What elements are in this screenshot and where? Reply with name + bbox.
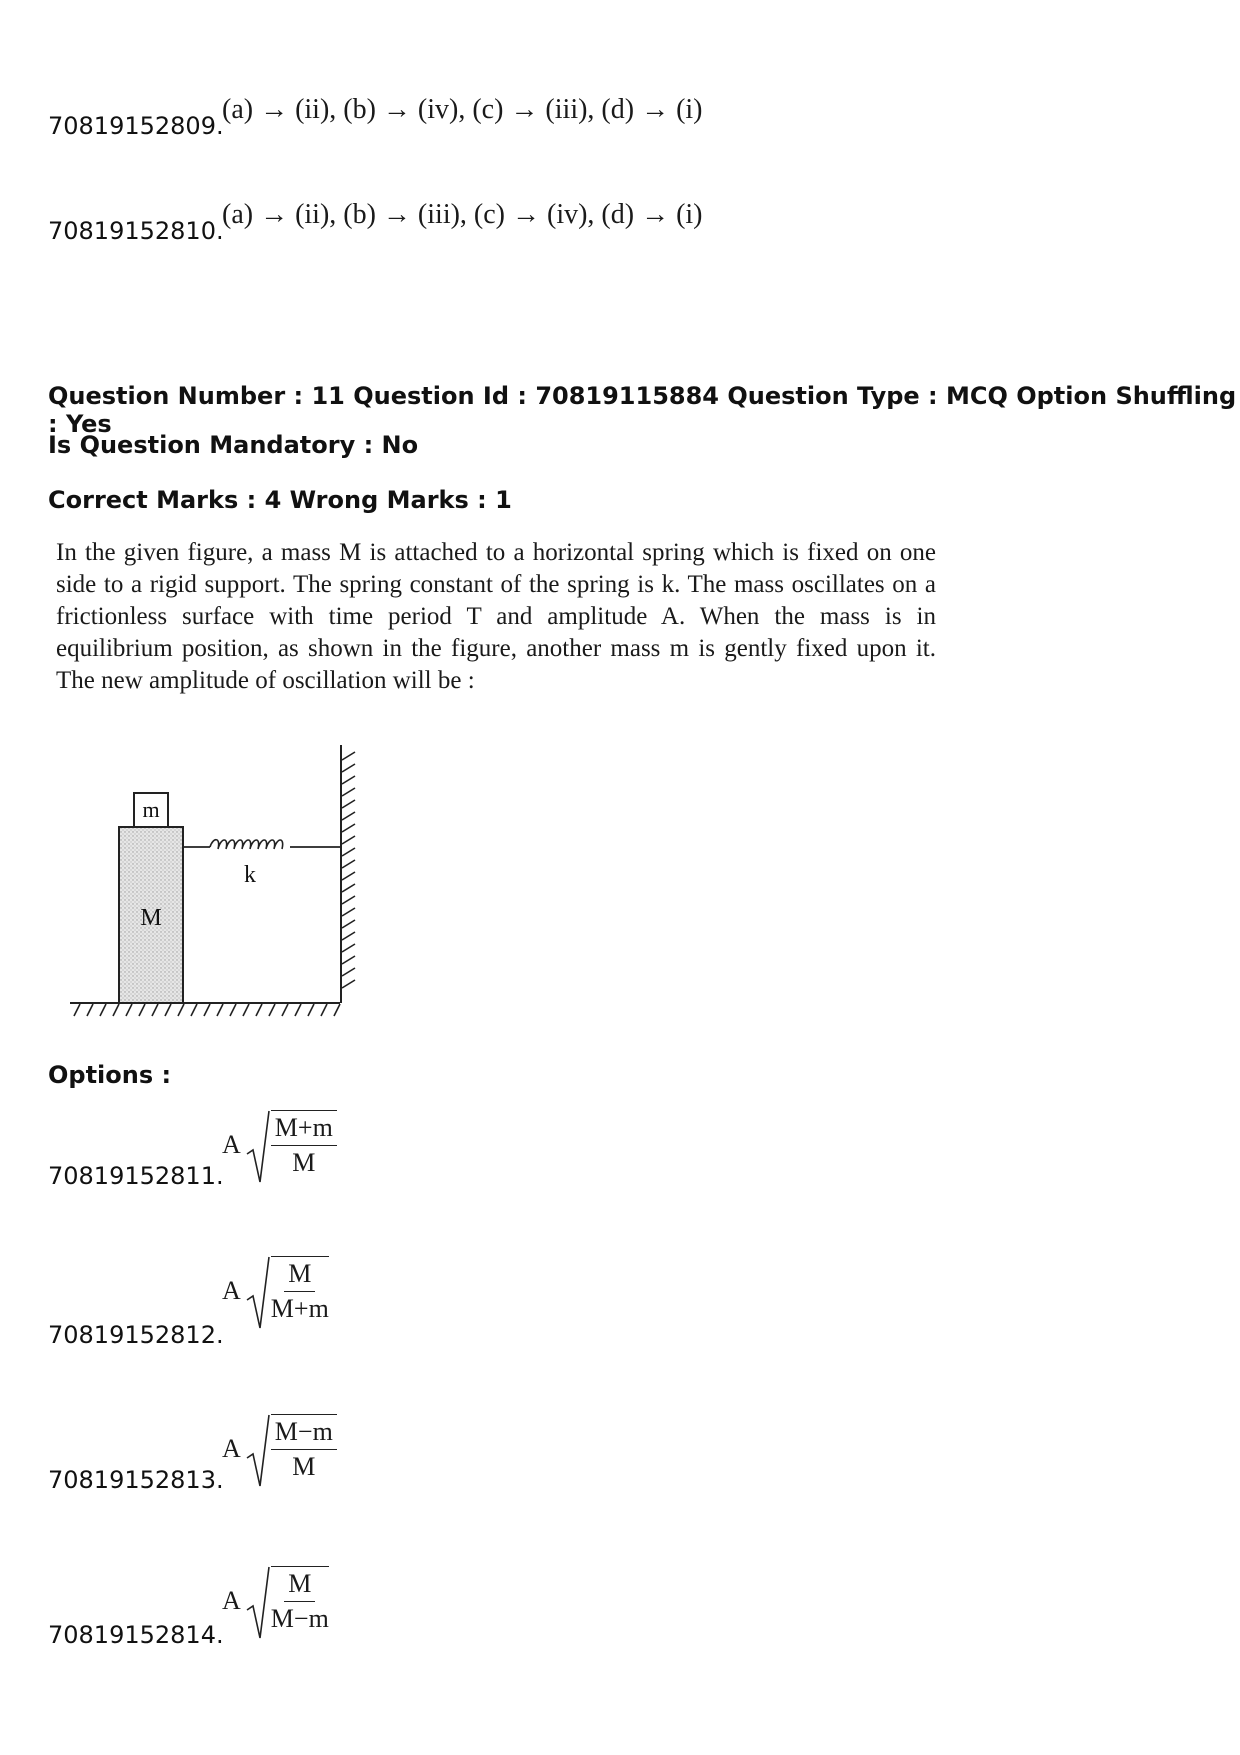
sqrt-icon [245, 1566, 271, 1644]
label-M: M [140, 905, 162, 931]
spring-coil [210, 840, 283, 849]
fraction [271, 1110, 337, 1180]
denominator: M+m [270, 1294, 329, 1323]
numerator: M−m [271, 1415, 337, 1450]
option-id: 70819152812. [48, 1321, 224, 1349]
sqrt-icon [245, 1110, 271, 1188]
option-id: 70819152809. [48, 112, 224, 140]
formula-prefix: A [222, 1586, 241, 1615]
options-label: Options : [48, 1061, 172, 1089]
sqrt-icon [245, 1256, 271, 1334]
option-id: 70819152814. [48, 1621, 224, 1649]
fraction [271, 1566, 329, 1636]
fraction [271, 1256, 329, 1326]
option-formula [222, 1566, 329, 1644]
option-formula [222, 1110, 337, 1188]
numerator: M+m [271, 1111, 337, 1146]
option-formula [222, 1256, 329, 1334]
denominator: M [292, 1148, 316, 1177]
numerator: M [284, 1567, 315, 1602]
question-text: In the given figure, a mass M is attached to a horizontal spring which is fixed on one side to a rigid support. The spring constant of the spring is k. The mass oscillates on a frictionless surface with time period T and amplitude A. When the mass is in equilibrium position, as shown in the figure, another mass m is gently fixed upon it. The new amplitude of oscillation will be : [56, 539, 936, 694]
option-formula [222, 1414, 337, 1492]
question-marks: Correct Marks : 4 Wrong Marks : 1 [48, 486, 512, 514]
label-k: k [244, 862, 256, 888]
formula-prefix: A [222, 1276, 241, 1305]
option-text: (a) → (ii), (b) → (iii), (c) → (iv), (d) → (i) [222, 199, 703, 230]
formula-prefix: A [222, 1130, 241, 1159]
denominator: M [292, 1452, 316, 1481]
option-text: (a) → (ii), (b) → (iv), (c) → (iii), (d) → (i) [222, 94, 703, 125]
numerator: M [284, 1257, 315, 1292]
option-id: 70819152810. [48, 217, 224, 245]
question-mandatory: Is Question Mandatory : No [48, 431, 419, 459]
fraction [271, 1414, 337, 1484]
option-id: 70819152813. [48, 1466, 224, 1494]
denominator: M−m [270, 1604, 329, 1633]
option-id: 70819152811. [48, 1162, 224, 1190]
sqrt-icon [245, 1414, 271, 1492]
spring-mass-figure [60, 735, 380, 1030]
question-meta: Question Number : 11 Question Id : 70819115884 Question Type : MCQ Option Shuffling : Yes [48, 382, 1237, 438]
formula-prefix: A [222, 1434, 241, 1463]
label-m: m [142, 797, 160, 822]
